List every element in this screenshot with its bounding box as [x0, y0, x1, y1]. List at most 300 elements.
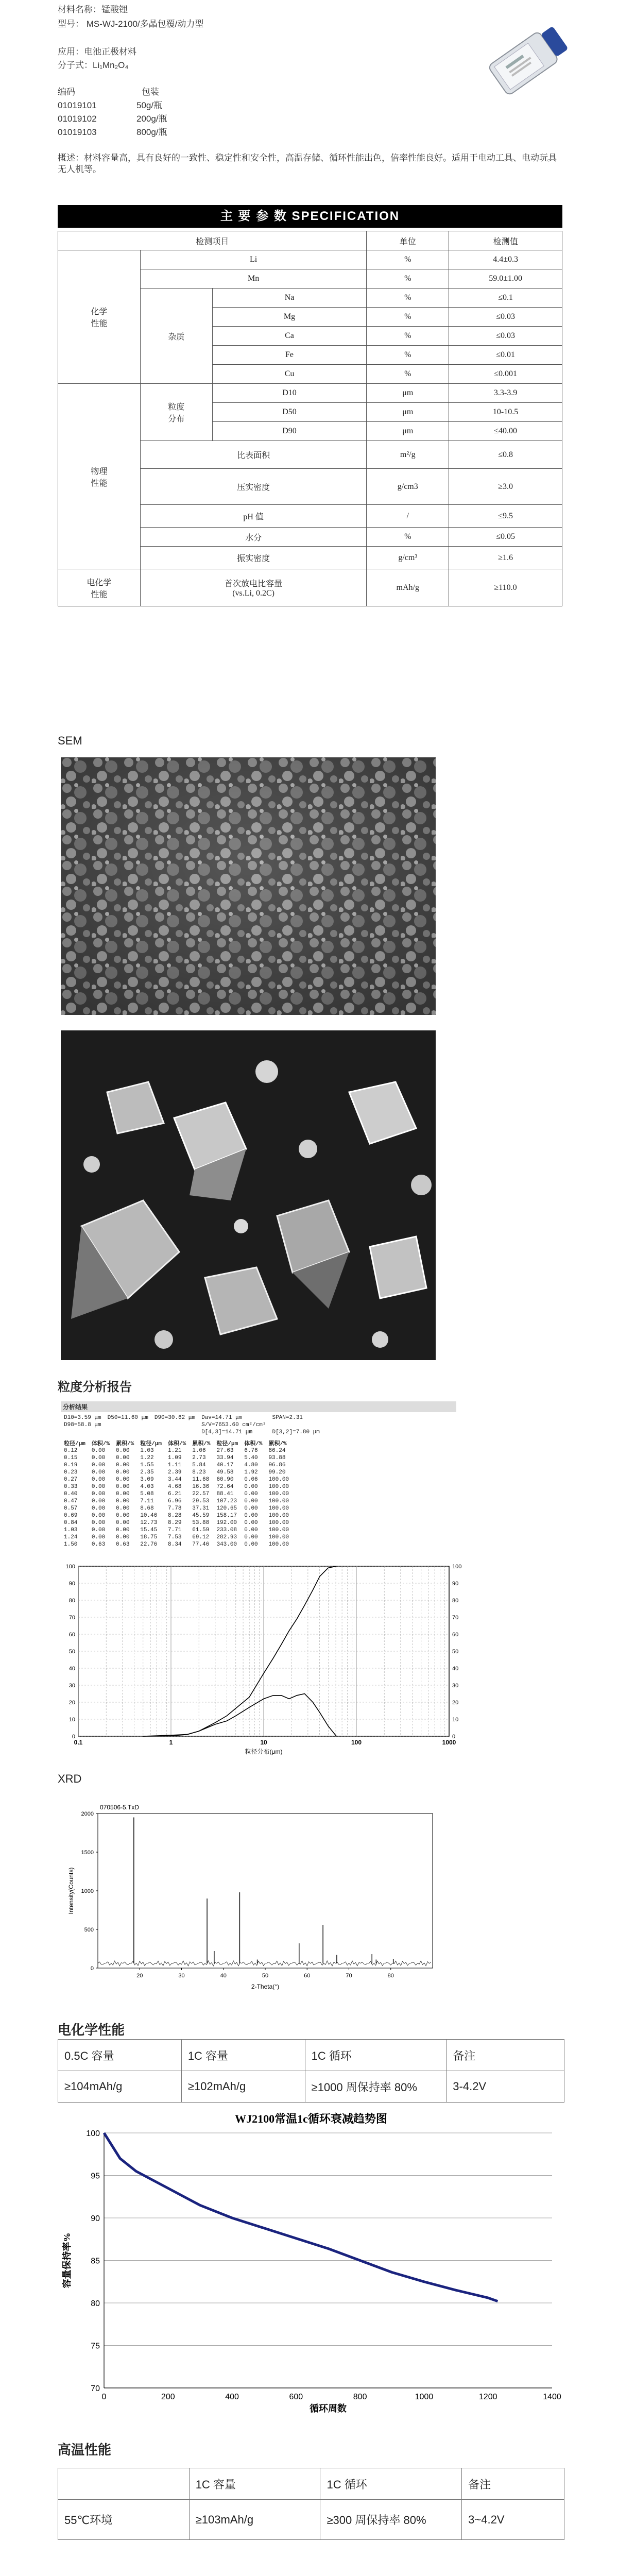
table-cell: 7.11 [140, 1498, 154, 1504]
cycle-xtick: 1200 [478, 2393, 497, 2401]
table-cell: 8.29 [168, 1520, 182, 1526]
table-cell: 0.00 [91, 1534, 106, 1540]
spec-row-value: ≥3.0 [449, 469, 562, 505]
table-cell: 0.00 [91, 1505, 106, 1512]
psd-ytick-left: 90 [68, 1581, 75, 1587]
table-cell: 16.36 [192, 1484, 210, 1490]
col-unit: 单位 [367, 231, 449, 250]
spec-row-value: ≤0.001 [449, 365, 562, 384]
spec-row-unit: % [367, 250, 449, 269]
spec-row-value: 3.3-3.9 [449, 384, 562, 403]
spec-row-name: D10 [212, 384, 367, 403]
spec-row-name: Mn [140, 269, 366, 289]
pack-label: 包装 [142, 87, 159, 97]
table-cell: 27.63 [216, 1448, 234, 1454]
cycle-ylabel: 容量保持率% [62, 2232, 72, 2289]
spec-row-unit: μm [367, 384, 449, 403]
psd-ytick-left: 100 [65, 1564, 75, 1570]
psd-summary-cell: SPAN=2.31 [272, 1415, 303, 1421]
code-3: 01019103 [58, 127, 97, 137]
spec-row-name: Fe [212, 346, 367, 365]
psd-col-header: 累积/% [268, 1441, 287, 1447]
spec-row-unit: % [367, 308, 449, 327]
table-cell: 1.06 [192, 1448, 206, 1454]
sem-label: SEM [58, 734, 82, 747]
table-cell: 0.00 [244, 1513, 258, 1519]
psd-table-header: 分析结果 [61, 1401, 456, 1412]
spec-row-unit: mAh/g [367, 569, 449, 606]
table-cell: 0.23 [64, 1469, 78, 1476]
electro-row-name: 首次放电比容量 (vs.Li, 0.2C) [140, 569, 366, 606]
table-cell: 0.84 [64, 1520, 78, 1526]
psd-ytick-left: 40 [68, 1666, 75, 1672]
spec-row-unit: / [367, 505, 449, 528]
spec-row-value: 59.0±1.00 [449, 269, 562, 289]
table-cell: 0.00 [244, 1520, 258, 1526]
chem-group: 化学性能 [58, 250, 141, 384]
code-label: 编码 [58, 87, 75, 97]
electro-value: 3-4.2V [447, 2071, 564, 2103]
table-cell: 12.73 [140, 1520, 158, 1526]
xrd-label: XRD [58, 1772, 82, 1785]
table-cell: 45.59 [192, 1513, 210, 1519]
spec-row-unit: % [367, 269, 449, 289]
spec-row-name: 压实密度 [140, 469, 366, 505]
psd-xtick: 10 [260, 1739, 267, 1746]
code-1: 01019101 [58, 100, 97, 110]
table-cell: 1.24 [64, 1534, 78, 1540]
table-cell: 0.00 [116, 1469, 130, 1476]
product-bottle-image [464, 15, 582, 118]
psd-xlabel: 粒径分布(μm) [245, 1748, 283, 1755]
table-cell: 0.00 [116, 1491, 130, 1497]
spec-row-name: Na [212, 289, 367, 308]
psd-ytick-left: 60 [68, 1632, 75, 1638]
table-cell: 11.68 [192, 1477, 210, 1483]
electro-header: 0.5C 容量 [58, 2040, 182, 2071]
table-cell: 0.00 [116, 1484, 130, 1490]
cycle-ytick: 85 [91, 2257, 100, 2266]
cycle-xtick: 0 [101, 2393, 107, 2401]
cycle-xtick: 400 [225, 2393, 239, 2401]
table-cell: 5.84 [192, 1462, 206, 1468]
table-cell: 0.15 [64, 1455, 78, 1461]
hightemp-value: ≥300 周保持率 80% [320, 2500, 462, 2540]
spec-row-unit: g/cm³ [367, 547, 449, 569]
table-cell: 33.94 [216, 1455, 234, 1461]
table-cell: 0.00 [116, 1534, 130, 1540]
psd-summary-table [61, 1414, 323, 1436]
psd-summary-cell [105, 1421, 151, 1429]
table-row [61, 1534, 292, 1541]
table-cell: 0.00 [116, 1520, 130, 1526]
psd-ytick-right: 20 [452, 1700, 459, 1706]
hightemp-header: 备注 [462, 2468, 564, 2500]
table-row [61, 1447, 292, 1454]
psd-col-header: 体积/% [168, 1441, 186, 1447]
psd-ytick-right: 100 [452, 1564, 462, 1570]
spec-row-name: Ca [212, 327, 367, 346]
table-cell: 343.00 [216, 1541, 237, 1548]
table-row [61, 1462, 292, 1469]
psd-summary-cell: D90=30.62 μm [154, 1415, 196, 1421]
psd-summary-cell: D[4,3]=14.71 μm [201, 1429, 253, 1435]
table-row [61, 1498, 292, 1505]
table-cell: 1.50 [64, 1541, 78, 1548]
table-cell: 93.88 [268, 1455, 286, 1461]
table-cell: 0.00 [244, 1484, 258, 1490]
psd-col-header: 体积/% [91, 1441, 110, 1447]
overview: 概述：材料容量高，具有良好的一致性、稳定性和安全性，高温存储、循环性能出色，倍率性能良好。适用于电动工具、电动玩具 无人机等。 [58, 153, 557, 174]
xrd-file-label: 070506-5.TxD [100, 1804, 140, 1811]
impurity-group: 杂质 [140, 289, 212, 384]
spec-row-name: D50 [212, 403, 367, 422]
table-cell: 1.03 [64, 1527, 78, 1533]
xrd-ytick: 500 [84, 1927, 94, 1933]
cycle-xlabel: 循环周数 [310, 2403, 347, 2414]
table-cell: 0.00 [91, 1520, 106, 1526]
spec-row-value: ≤0.03 [449, 327, 562, 346]
xrd-xtick: 30 [178, 1973, 185, 1979]
spec-row-unit: % [367, 327, 449, 346]
table-cell: 69.12 [192, 1534, 210, 1540]
model: 型号： MS-WJ-2100/多晶包覆/动力型 [58, 19, 204, 29]
table-cell: 40.17 [216, 1462, 234, 1468]
spec-table [58, 231, 562, 606]
table-cell: 77.46 [192, 1541, 210, 1548]
table-cell: 6.76 [244, 1448, 258, 1454]
hightemp-header [58, 2468, 190, 2500]
table-cell: 100.00 [268, 1513, 289, 1519]
table-cell: 6.21 [168, 1491, 182, 1497]
psd-ytick-right: 0 [452, 1734, 456, 1740]
table-cell: 0.47 [64, 1498, 78, 1504]
hightemp-header: 1C 循环 [320, 2468, 462, 2500]
table-cell: 0.00 [116, 1477, 130, 1483]
spec-row-unit: μm [367, 403, 449, 422]
psd-col-header: 体积/% [244, 1441, 263, 1447]
table-cell: 6.96 [168, 1498, 182, 1504]
table-cell: 0.00 [91, 1513, 106, 1519]
spec-row-value: 4.4±0.3 [449, 250, 562, 269]
psd-col-header-row [61, 1439, 292, 1447]
table-cell: 0.00 [116, 1462, 130, 1468]
table-cell: 100.00 [268, 1491, 289, 1497]
psd-ytick-right: 30 [452, 1683, 459, 1689]
table-cell: 99.20 [268, 1469, 286, 1476]
table-cell: 0.00 [91, 1455, 106, 1461]
psd-ytick-left: 80 [68, 1598, 75, 1604]
pack-1: 50g/瓶 [136, 100, 163, 110]
table-cell: 10.46 [140, 1513, 158, 1519]
electro-header: 1C 容量 [181, 2040, 305, 2071]
psd-col-header: 累积/% [192, 1441, 211, 1447]
hightemp-header: 1C 容量 [189, 2468, 320, 2500]
table-cell: 2.73 [192, 1455, 206, 1461]
table-cell: 0.00 [244, 1498, 258, 1504]
table-cell: 0.00 [91, 1477, 106, 1483]
application: 应用：电池正极材料 [58, 47, 136, 57]
xrd-xtick: 20 [136, 1973, 143, 1979]
spec-row-name: pH 值 [140, 505, 366, 528]
spec-header-row [58, 231, 562, 250]
xrd-ytick: 1500 [81, 1850, 94, 1856]
table-cell: 100.00 [268, 1498, 289, 1504]
cycle-retention-line [104, 2133, 497, 2301]
table-cell: 0.00 [91, 1498, 106, 1504]
formula: 分子式：Li₁Mn₂O₄ [58, 60, 129, 70]
table-cell: 8.34 [168, 1541, 182, 1548]
spec-row-value: ≤0.03 [449, 308, 562, 327]
table-row [61, 1476, 292, 1483]
table-cell: 282.93 [216, 1534, 237, 1540]
spec-row-value: ≥1.6 [449, 547, 562, 569]
table-cell: 0.00 [244, 1534, 258, 1540]
cycle-title: WJ2100常温1c循环衰减趋势图 [235, 2112, 387, 2125]
cycle-ytick: 95 [91, 2172, 100, 2181]
psd-ytick-left: 0 [72, 1734, 75, 1740]
spec-row-name: Mg [212, 308, 367, 327]
table-cell: 53.88 [192, 1520, 210, 1526]
table-cell: 2.35 [140, 1469, 154, 1476]
spec-row-value: ≤0.1 [449, 289, 562, 308]
spec-row-value: ≤9.5 [449, 505, 562, 528]
table-cell: 0.00 [244, 1541, 258, 1548]
cycle-ytick: 75 [91, 2342, 100, 2351]
table-cell: 22.57 [192, 1491, 210, 1497]
spec-row-value: ≤40.00 [449, 422, 562, 441]
table-cell: 100.00 [268, 1505, 289, 1512]
psd-ytick-right: 90 [452, 1581, 459, 1587]
psd-xtick: 100 [351, 1739, 362, 1746]
table-cell: 0.33 [64, 1484, 78, 1490]
table-cell: 0.00 [244, 1527, 258, 1533]
table-cell: 18.75 [140, 1534, 158, 1540]
table-cell: 8.68 [140, 1505, 154, 1512]
table-cell: 2.39 [168, 1469, 182, 1476]
psd-results-block [61, 1401, 462, 1556]
psd-ytick-right: 70 [452, 1615, 459, 1621]
spec-row-unit: g/cm3 [367, 469, 449, 505]
electro-header: 1C 循环 [305, 2040, 447, 2071]
table-cell: 1.92 [244, 1469, 258, 1476]
cycle-xtick: 800 [353, 2393, 367, 2401]
psd-chart [58, 1561, 465, 1757]
psd-col-header: 累积/% [116, 1441, 134, 1447]
table-row [61, 1469, 292, 1476]
table-cell: 3.09 [140, 1477, 154, 1483]
spec-title: 主 要 参 数 SPECIFICATION [58, 205, 562, 228]
table-cell: 0.00 [116, 1455, 130, 1461]
table-cell: 107.23 [216, 1498, 237, 1504]
spec-row-unit: % [367, 289, 449, 308]
hightemp-value: 3~4.2V [462, 2500, 564, 2540]
xrd-plot-frame [98, 1814, 433, 1968]
psd-ytick-left: 70 [68, 1615, 75, 1621]
table-cell: 4.03 [140, 1484, 154, 1490]
table-cell: 0.00 [116, 1513, 130, 1519]
table-cell: 0.00 [244, 1491, 258, 1497]
psd-col-header: 粒径/μm [140, 1441, 162, 1447]
psd-summary-cell: D10=3.59 μm [64, 1415, 101, 1421]
table-cell: 72.64 [216, 1484, 234, 1490]
table-cell: 0.00 [91, 1469, 106, 1476]
xrd-ytick: 1000 [81, 1888, 94, 1894]
table-cell: 49.58 [216, 1469, 234, 1476]
table-cell: 0.27 [64, 1477, 78, 1483]
table-cell: 0.40 [64, 1491, 78, 1497]
psd-summary-cell: D98=58.8 μm [64, 1422, 101, 1428]
psd-summary-cell [61, 1429, 105, 1436]
psd-ytick-left: 30 [68, 1683, 75, 1689]
table-row [61, 1505, 292, 1512]
psd-summary-cell: D50=11.60 μm [107, 1415, 148, 1421]
table-cell: 100.00 [268, 1484, 289, 1490]
psd-col-header: 粒径/μm [64, 1441, 85, 1447]
psd-ytick-right: 60 [452, 1632, 459, 1638]
table-cell: 1.22 [140, 1455, 154, 1461]
cycle-ytick: 90 [91, 2214, 100, 2223]
cycle-ytick: 100 [86, 2129, 100, 2138]
table-cell: 3.44 [168, 1477, 182, 1483]
table-cell: 37.31 [192, 1505, 210, 1512]
table-cell: 100.00 [268, 1534, 289, 1540]
table-cell: 60.90 [216, 1477, 234, 1483]
table-row [61, 1541, 292, 1548]
xrd-xlabel: 2-Theta(°) [251, 1983, 280, 1990]
psd-summary-cell [151, 1421, 198, 1429]
spec-row-value: ≥110.0 [449, 569, 562, 606]
spec-row-name: 振实密度 [140, 547, 366, 569]
psd-summary-cell [269, 1421, 322, 1429]
table-row [61, 1483, 292, 1490]
psd-ytick-left: 10 [68, 1717, 75, 1723]
electro-value: ≥102mAh/g [181, 2071, 305, 2103]
table-cell: 0.63 [116, 1541, 130, 1548]
psd-summary-cell: D[3,2]=7.80 μm [272, 1429, 320, 1435]
table-cell: 0.00 [116, 1448, 130, 1454]
cycle-xtick: 1000 [415, 2393, 434, 2401]
psd-ytick-right: 40 [452, 1666, 459, 1672]
pack-2: 200g/瓶 [136, 114, 167, 124]
table-cell: 1.09 [168, 1455, 182, 1461]
electro-value: ≥1000 周保持率 80% [305, 2071, 447, 2103]
cycle-chart [58, 2107, 564, 2416]
cycle-ytick: 70 [91, 2384, 100, 2393]
table-cell: 158.17 [216, 1513, 237, 1519]
psd-ytick-left: 20 [68, 1700, 75, 1706]
psd-summary-cell [105, 1429, 151, 1436]
xrd-xtick: 50 [262, 1973, 269, 1979]
cycle-xtick: 200 [161, 2393, 175, 2401]
psd-col-header: 粒径/μm [216, 1441, 238, 1447]
table-cell: 4.80 [244, 1462, 258, 1468]
spec-row-name: Cu [212, 365, 367, 384]
xrd-ytick: 2000 [81, 1811, 94, 1817]
xrd-xtick: 60 [304, 1973, 311, 1979]
spec-row-name: 比表面积 [140, 441, 366, 469]
table-cell: 61.59 [192, 1527, 210, 1533]
table-cell: 1.21 [168, 1448, 182, 1454]
sem-image-high-mag [61, 1030, 436, 1360]
spec-row-unit: % [367, 365, 449, 384]
table-cell: 0.00 [244, 1505, 258, 1512]
spec-row-unit: % [367, 528, 449, 547]
spec-row-name: 水分 [140, 528, 366, 547]
cycle-ytick: 80 [91, 2299, 100, 2308]
electro-value: ≥104mAh/g [58, 2071, 182, 2103]
col-value: 检测值 [449, 231, 562, 250]
psd-xtick: 0.1 [74, 1739, 83, 1746]
table-cell: 29.53 [192, 1498, 210, 1504]
table-cell: 0.00 [91, 1527, 106, 1533]
table-cell: 5.08 [140, 1491, 154, 1497]
hightemp-table [58, 2468, 564, 2540]
electro-header: 备注 [447, 2040, 564, 2071]
psd-data-table [61, 1439, 292, 1548]
phys-group: 物理性能 [58, 384, 141, 569]
code-2: 01019102 [58, 114, 97, 124]
spec-row-name: Li [140, 250, 366, 269]
table-cell: 0.00 [91, 1491, 106, 1497]
table-row [61, 1454, 292, 1462]
table-cell: 96.86 [268, 1462, 286, 1468]
spec-row-value: 10-10.5 [449, 403, 562, 422]
table-cell: 0.06 [244, 1477, 258, 1483]
table-row [61, 1527, 292, 1534]
hightemp-value: 55℃环境 [58, 2500, 190, 2540]
table-cell: 0.00 [91, 1484, 106, 1490]
table-cell: 7.71 [168, 1527, 182, 1533]
spec-row-unit: μm [367, 422, 449, 441]
table-cell: 0.00 [116, 1527, 130, 1533]
table-cell: 0.12 [64, 1448, 78, 1454]
table-cell: 8.28 [168, 1513, 182, 1519]
table-cell: 0.00 [116, 1498, 130, 1504]
electro-table [58, 2039, 564, 2103]
table-cell: 7.53 [168, 1534, 182, 1540]
psd-ytick-right: 80 [452, 1598, 459, 1604]
table-cell: 88.41 [216, 1491, 234, 1497]
table-cell: 0.19 [64, 1462, 78, 1468]
table-cell: 192.00 [216, 1520, 237, 1526]
table-row [61, 1519, 292, 1527]
psd-group: 粒度分布 [140, 384, 212, 441]
table-cell: 22.76 [140, 1541, 158, 1548]
spec-row-name: D90 [212, 422, 367, 441]
spec-row-value: ≤0.05 [449, 528, 562, 547]
table-cell: 5.40 [244, 1455, 258, 1461]
table-cell: 120.65 [216, 1505, 237, 1512]
table-cell: 100.00 [268, 1520, 289, 1526]
table-cell: 0.69 [64, 1513, 78, 1519]
spec-row-value: ≤0.01 [449, 346, 562, 365]
table-cell: 233.08 [216, 1527, 237, 1533]
table-cell: 0.57 [64, 1505, 78, 1512]
xrd-xtick: 80 [387, 1973, 394, 1979]
spec-row-value: ≤0.8 [449, 441, 562, 469]
hightemp-label: 高温性能 [58, 2442, 112, 2458]
electro-label: 电化学性能 [58, 2022, 125, 2038]
electro-group: 电化学性能 [58, 569, 141, 606]
psd-ytick-right: 10 [452, 1717, 459, 1723]
psd-summary-cell: Dav=14.71 μm [201, 1415, 243, 1421]
table-cell: 1.03 [140, 1448, 154, 1454]
xrd-chart [62, 1798, 443, 1999]
hightemp-value: ≥103mAh/g [189, 2500, 320, 2540]
psd-xtick: 1 [169, 1739, 173, 1746]
cycle-xtick: 1400 [543, 2393, 561, 2401]
